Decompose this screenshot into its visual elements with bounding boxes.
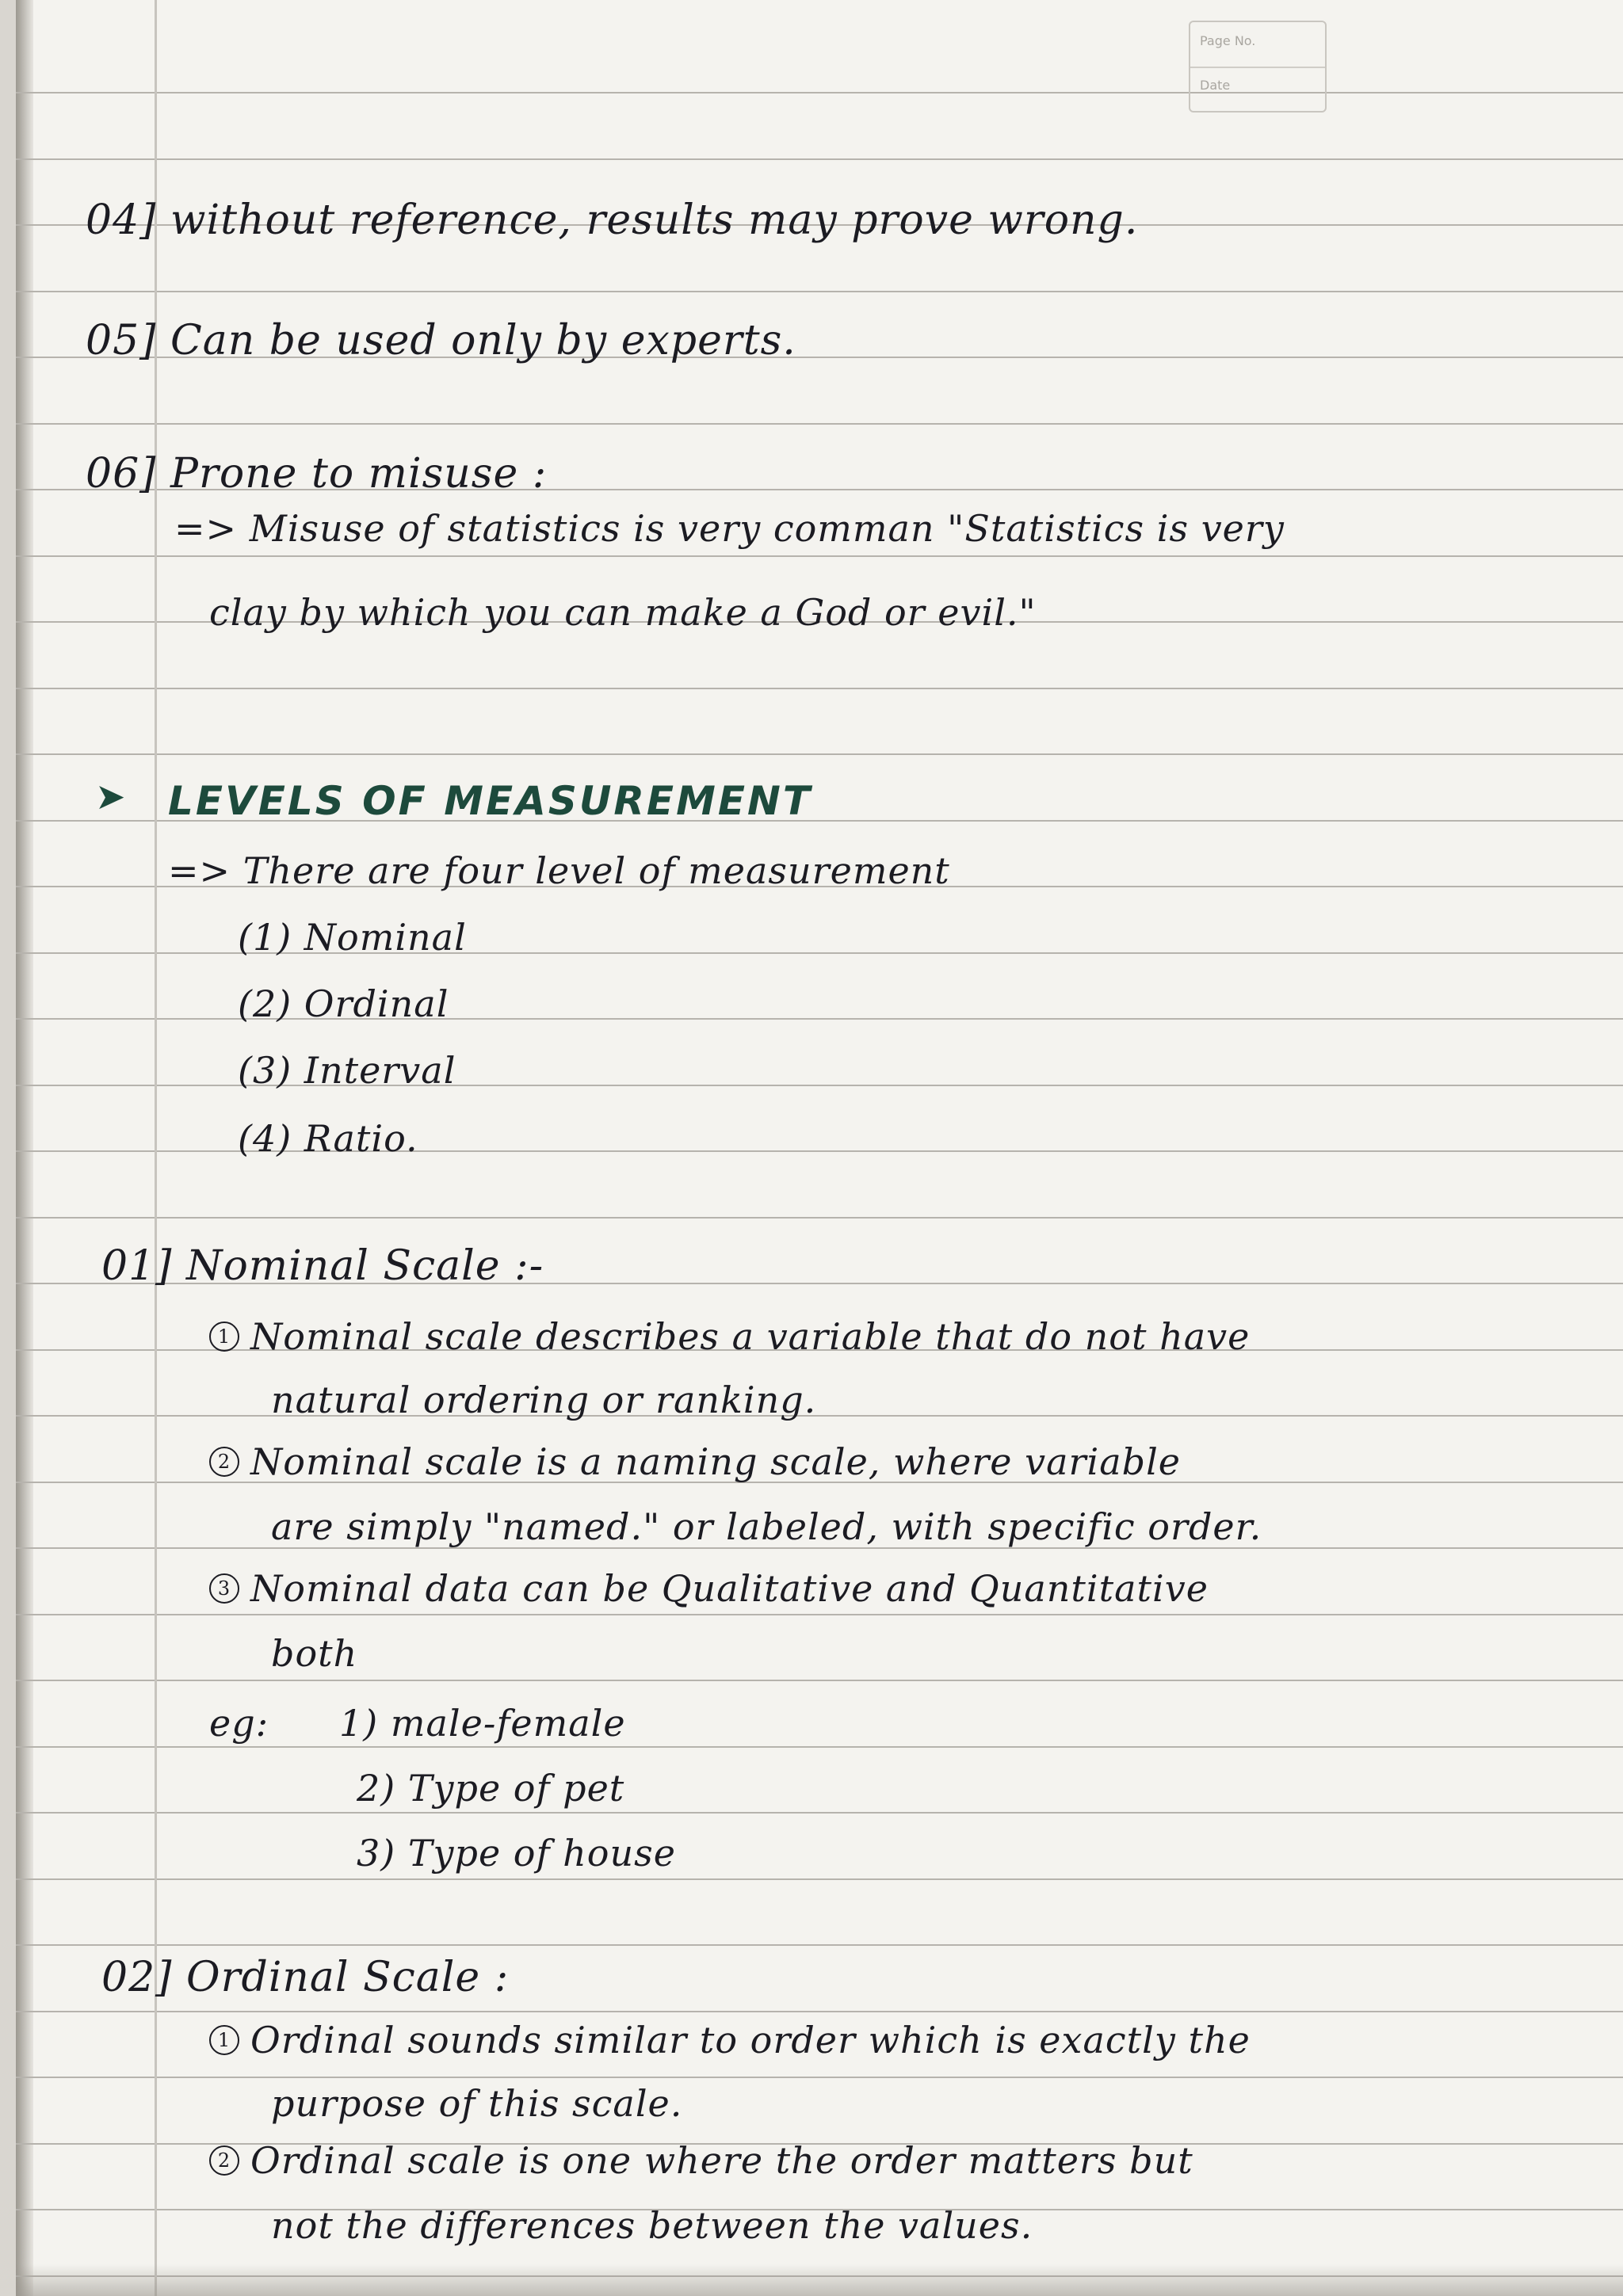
ruled-line	[16, 1878, 1623, 1880]
item-04-text: without reference, results may prove wrong.	[170, 196, 1139, 244]
ruled-line	[16, 753, 1623, 755]
ruled-line	[16, 1944, 1623, 1946]
level-item-ratio: (4) Ratio.	[238, 1117, 418, 1160]
nominal-point-2-line-1: Nominal scale is a naming scale, where variable	[250, 1440, 1182, 1483]
level-item-nominal: (1) Nominal	[238, 916, 467, 959]
ruled-line	[16, 2077, 1623, 2078]
page-date-divider	[1190, 67, 1325, 68]
misuse-text-1: Misuse of statistics is very comman "Statistics is very	[249, 507, 1285, 550]
ordinal-point-1-line-1: Ordinal sounds similar to order which is exactly the	[250, 2019, 1251, 2061]
page-bottom-shadow	[16, 2264, 1623, 2296]
nominal-point-1-line-2: natural ordering or ranking.	[271, 1379, 817, 1421]
ruled-line	[16, 1217, 1623, 1219]
ruled-line	[16, 1680, 1623, 1681]
nominal-point-3-line-1: Nominal data can be Qualitative and Quantitative	[250, 1567, 1209, 1610]
nominal-eg-label: eg:	[209, 1702, 269, 1745]
level-item-interval: (3) Interval	[238, 1049, 456, 1092]
levels-intro-arrow: =>	[168, 849, 231, 892]
ruled-line	[16, 158, 1623, 160]
nominal-point-2-line-2: are simply "named." or labeled, with specific order.	[271, 1505, 1262, 1548]
levels-heading: LEVELS OF MEASUREMENT	[168, 778, 812, 824]
misuse-line-1	[174, 507, 1285, 550]
page-edge-shadow	[16, 0, 33, 2296]
item-04	[86, 196, 1138, 244]
ordinal-point-2-line-2: not the differences between the values.	[271, 2204, 1033, 2247]
notebook-page	[16, 0, 1623, 2296]
nominal-point-2	[209, 1440, 1181, 1483]
nominal-point-1-line-1: Nominal scale describes a variable that do not have	[250, 1315, 1251, 1358]
point-number-badge: 2	[209, 2145, 239, 2176]
ruled-line	[16, 2011, 1623, 2012]
nominal-point-1	[209, 1315, 1250, 1358]
nominal-point-3-line-2: both	[271, 1632, 358, 1675]
levels-intro-text: There are four level of measurement	[242, 849, 950, 892]
ruled-line	[16, 1812, 1623, 1814]
nominal-example-3: 3) Type of house	[357, 1832, 676, 1875]
ruled-line	[16, 92, 1623, 93]
point-number-badge: 1	[209, 1322, 239, 1352]
date-label: Date	[1200, 78, 1231, 93]
ruled-line	[16, 423, 1623, 425]
item-06-text: Prone to misuse :	[170, 450, 548, 498]
nominal-point-3	[209, 1567, 1209, 1610]
page-date-box	[1189, 21, 1327, 113]
levels-intro	[168, 849, 950, 892]
ruled-line	[16, 1614, 1623, 1615]
page-no-label: Page No.	[1200, 33, 1256, 48]
item-05	[86, 317, 796, 364]
nominal-example-2: 2) Type of pet	[357, 1767, 625, 1810]
ruled-line	[16, 291, 1623, 292]
ordinal-point-1-line-2: purpose of this scale.	[271, 2082, 683, 2125]
point-number-badge: 3	[209, 1573, 239, 1604]
ordinal-point-2-line-1: Ordinal scale is one where the order matters but	[250, 2139, 1193, 2182]
level-item-ordinal: (2) Ordinal	[238, 982, 449, 1025]
item-06	[86, 450, 547, 498]
nominal-example-1: 1) male-female	[339, 1702, 626, 1745]
ruled-line	[16, 1746, 1623, 1748]
nominal-title: 01] Nominal Scale :-	[101, 1242, 544, 1290]
item-06-number: 06]	[86, 450, 157, 498]
ruled-line	[16, 688, 1623, 689]
ordinal-title: 02] Ordinal Scale :	[101, 1954, 510, 2001]
misuse-line-2: clay by which you can make a God or evil."	[209, 591, 1037, 634]
point-number-badge: 1	[209, 2025, 239, 2055]
item-05-text: Can be used only by experts.	[170, 317, 796, 364]
point-number-badge: 2	[209, 1447, 239, 1477]
ordinal-point-1	[209, 2019, 1251, 2061]
heading-arrow-icon: ➤	[95, 775, 126, 818]
ordinal-point-2	[209, 2139, 1193, 2182]
ruled-line	[16, 1415, 1623, 1417]
item-05-number: 05]	[86, 317, 157, 364]
ruled-line	[16, 555, 1623, 557]
misuse-arrow: =>	[174, 507, 238, 550]
item-04-number: 04]	[86, 196, 157, 244]
